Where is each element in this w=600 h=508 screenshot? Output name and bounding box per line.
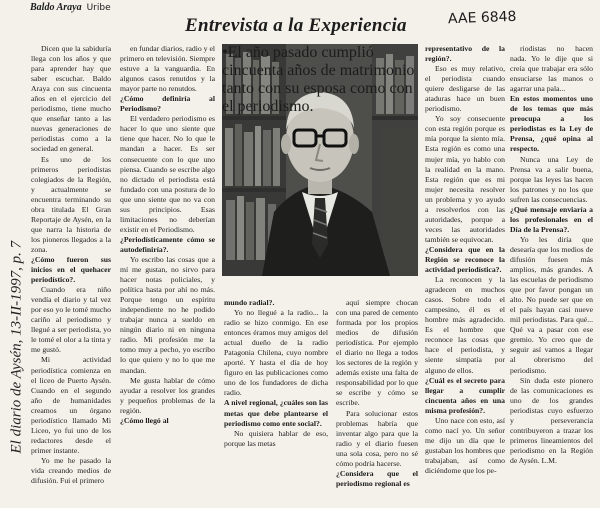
question-heading: En estos momentos uno de los temas que más preocupa a los periodistas es la Ley de Prensa, ¿qué opina al respecto. (510, 94, 593, 154)
question-heading: ¿Cómo fueron sus inicios en el quehacer periodístico?. (31, 254, 111, 285)
article-paragraph: en fundar diarios, radio y el primero en televisión. Siempre estuve a la vanguardia. En algunos casos renutdos y la mayor parte no renutdos. (120, 44, 215, 94)
question-heading: ¿Considera que el periodismo regional es (336, 468, 418, 488)
author-handwritten-surname: Uribe (86, 3, 111, 13)
article-title: Entrevista a la Experiencia (185, 15, 407, 36)
article-paragraph: Para solucionar estos problemas habría que inventar algo para que la radio y el diario fuesen una sola cosa, pero no sé cómo podría hacerse. (336, 408, 418, 468)
article-paragraph: Yo me he pasado la vida creando medios de difusión. Fui el primero (31, 455, 111, 486)
question-heading: A nivel regional, ¿cuáles son las metas que debe plantearse el periodismo como ente social?. (224, 398, 328, 428)
article-paragraph: Yo no llegué a la radio... la radio se hizo conmigo. En ese entonces éramos muy amigos del actual dueño de la radio Patagonia Chilena, cuyo nombre aporté. Y hasta el día de hoy figuro en las publicaciones como uno de los fundadores de dicha radio. (224, 308, 328, 398)
archive-reference-code: AAE 6848 (447, 8, 517, 28)
photo-caption: •El año pasado cumplió cincuenta años de matrimonio tanto con su esposa como con el periodismo. (222, 44, 415, 115)
article-paragraph: Es uno de los primeros periodistas colegiados de la Región, y actualmente se encuentra terminando su obra titulada El Gran Reportaje de Aysén, en la que narra la historia de los pioneros llegados a la zona. (31, 154, 111, 254)
question-heading: representativo de la región?. (425, 44, 505, 64)
article-paragraph: Dicen que la sabiduría llega con los años y que para aprender hay que saber escuchar. Baldo Araya con sus cincuenta años en el ejercicio del periodismo, tiene mucho que enseñar tanto a las nuevas generaciones de periodistas como a la sociedad en general. (31, 44, 111, 154)
article-paragraph: No quisiera hablar de eso, porque las metas (224, 428, 328, 448)
article-paragraph: La reconocen y la agradecen en muchos casos. Sobre todo el campesino, él es el hombre más agradecido. Es el hombre que reconoce las cosas que hace el periodista, y siente simpatía por alguno de ellos. (425, 275, 505, 375)
question-heading: ¿Cómo definiría al Periodismo? (120, 94, 215, 114)
question-heading: ¿Qué mensaje enviaría a los profesionales en el Día de la Prensa?. (510, 204, 593, 234)
article-paragraph: aquí siempre chocan con una pared de cemento formada por los propios medios de difusión periodística. Por ejemplo el diario no llega a todos los sectores de la región y además existe una falta de responsabilidad por lo que se escribe y cómo se escribe. (336, 298, 418, 408)
text-column-5 (425, 44, 505, 504)
text-column-4 (336, 298, 418, 504)
article-paragraph: El verdadero periodismo es hacer lo que uno siente que tiene que hacer. No lo que le mandan a hacer. Es ser consecuente con lo que uno piensa. Cuando se escribe algo no dictado el periodista está fundado con una postura de lo que uno siente que no va con sus principios. Esas limitaciones no deberían existir en el Periodismo. (120, 114, 215, 234)
text-column-3 (224, 298, 328, 504)
question-heading: ¿Cómo llegó al (120, 415, 169, 425)
text-column-1 (31, 44, 111, 504)
article-paragraph: Sin duda este pionero de las comunicaciones es uno de los grandes periodistas cuyo esfuerzo y perseverancia contribuyeron a trazar los primeros lineamientos del periodismo en la Región de Aysén. L.M. (510, 375, 593, 465)
article-paragraph: Yo escribo las cosas que a mí me gustan, no sirvo para hacer notas policiales, y política hasta por ahí no más. Porque tengo un espíritu independiente no he podido trabajar nunca a sueldo en ningún diario ni en ninguna radio. Mi profesión me la tomo muy a pecho, yo escribo lo que quiero y no lo que me mandan. (120, 254, 215, 375)
text-column-2 (120, 44, 215, 504)
article-paragraph: Me gusta hablar de cómo ayudar a resolver los grandes y pequeños problemas de la región. (120, 375, 215, 415)
handwritten-source-note: El diario de Aysén, 13-II-1997, p. 7 (8, 240, 25, 454)
author-name: Baldo Araya (30, 2, 82, 13)
article-paragraph: Yo soy consecuente con esta región porque es mía porque la siento mía. Esta región es como una mujer mía, yo hablo con la realidad en la mano. Esta región que es mi mujer necesita resolver un problema y yo ayudo a resolverlos con las autoridades, porque a veces las autoridades también se equivocan. (425, 114, 505, 244)
question-heading: ¿Cuál es el secreto para llegar a cumplir cincuenta años en una misma profesión?. (425, 375, 505, 415)
question-heading: ¿Considera que en la Región se reconoce la actividad periodística?. (425, 244, 505, 275)
article-paragraph: Yo les diría que desearía que los medios de difusión fuesen más amplios, más grandes. A las escuelas de periodismo que por favor pongan un alto. No puede ser que en el país hayan casi nueve mil periodistas. Para qué... Qué va a pasar con ese gremio. Yo creo que de seguir así vamos a llegar al obrerismo del periodismo. (510, 234, 593, 375)
article-paragraph: riodistas no hacen nada. Yo le dije que si creía que trabajar era sólo ensuciarse las manos o agarrar una pala... (510, 44, 593, 94)
question-heading: mundo radial?. (224, 298, 275, 307)
author-byline (30, 2, 111, 13)
article-paragraph: Mi actividad periodística comienza en el liceo de Puerto Aysén. Cuando en el segundo año de humanidades creamos un órgano periodístico llamado Mi Liceo, yo fui uno de los redactores desde el primer instante. (31, 355, 111, 455)
question-heading: ¿Periodísticamente cómo se autodefiniría?. (120, 234, 215, 254)
article-paragraph: Uno nace con esto, así como nací yo. Un señor me dijo un día que le gustaban los hombres que trabajaban, así como diciéndome que los pe- (425, 415, 505, 475)
article-paragraph: Eso es muy relativo, el periodista cuando quiere desligarse de las ataduras hace un buen periodismo. (425, 64, 505, 114)
article-paragraph: Cuando era niño vendía el diario y tal vez por eso yo le tomé mucho cariño al periodismo y llegué a ser periodista, yo le tomé el olor a la tinta y me gustó. (31, 285, 111, 355)
text-column-6 (510, 44, 593, 504)
article-paragraph: Nunca una Ley de Prensa va a salir buena, porque las leyes las hacen los patrones y no los que sufren las consecuencias. (510, 154, 593, 204)
